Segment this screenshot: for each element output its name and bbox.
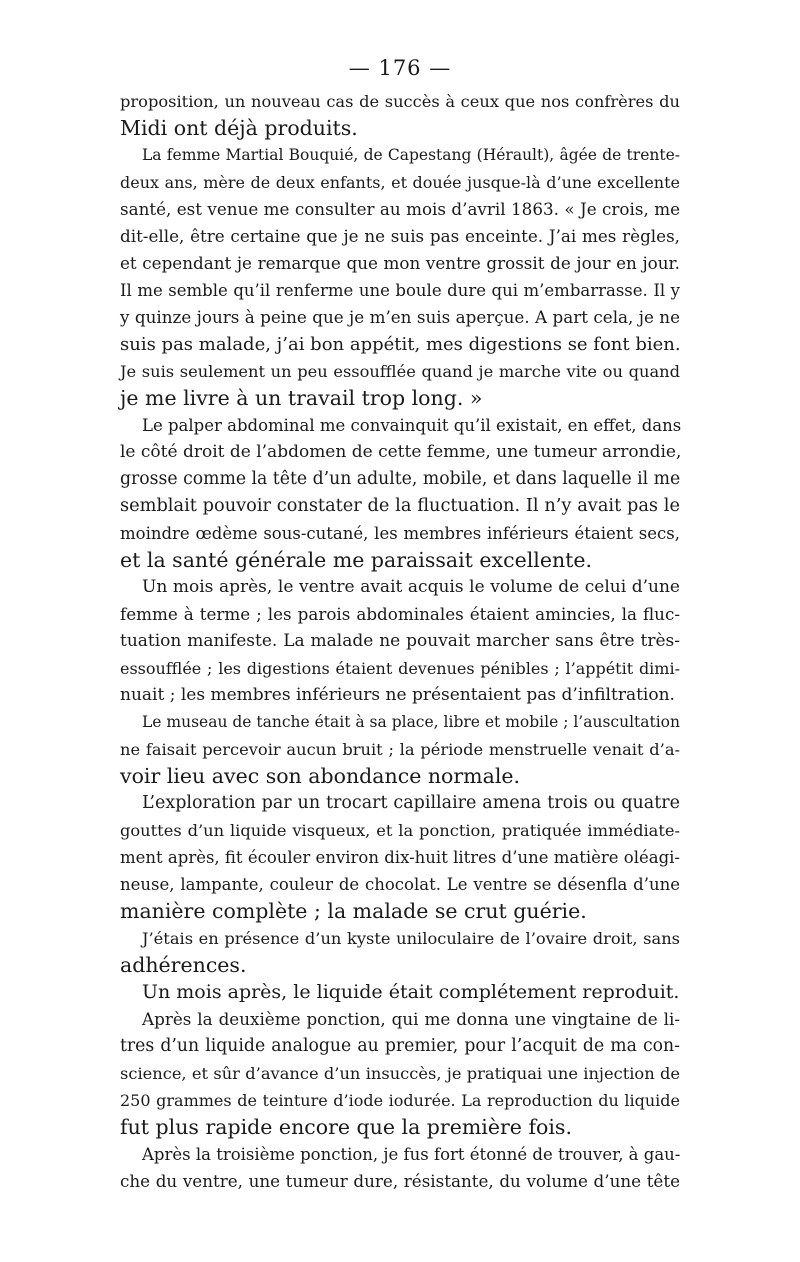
text-line: gouttes d’un liquide visqueux, et la ponction, pratiquée immédiate- [120,821,680,840]
text-line: La femme Martial Bouquié, de Capestang (Hérault), âgée de trente- [142,146,680,164]
text-line: et la santé générale me paraissait excellente. [120,548,593,572]
text-line: essoufflée ; les digestions étaient devenues pénibles ; l’appétit dimi- [120,659,680,678]
text-line: manière complète ; la malade se crut guérie. [120,899,587,923]
text-line: tuation manifeste. La malade ne pouvait marcher sans être très- [120,631,680,651]
text-line: y quinze jours à peine que je m’en suis aperçue. A part cela, je ne [120,307,680,327]
text-line: grosse comme la tête d’un adulte, mobile, et dans laquelle il me [120,469,681,489]
text-line: ment après, fit écouler environ dix-huit litres d’une matière oléagi- [120,848,680,867]
text-line: deux ans, mère de deux enfants, et douée jusque-là d’une excellente [120,173,680,192]
text-line: Un mois après, le ventre avait acquis le volume de celui d’une [142,577,680,597]
text-line: santé, est venue me consulter au mois d’avril 1863. « Je crois, me [120,199,680,219]
text-line: Après la deuxième ponction, qui me donna une vingtaine de li- [142,1009,680,1029]
text-line: je me livre à un travail trop long. » [120,386,483,410]
text-line: Un mois après, le liquide était complétement reproduit. [142,981,680,1003]
text-line: suis pas malade, j’ai bon appétit, mes digestions se font bien. [120,334,681,355]
text-line: Il me semble qu’il renferme une boule dure qui m’embarrasse. Il y [120,281,680,300]
text-line: nuait ; les membres inférieurs ne présentaient pas d’infiltration. [120,685,675,705]
text-line: Midi ont déjà produits. [120,116,358,140]
text-line: che du ventre, une tumeur dure, résistante, du volume d’une tête [120,1171,680,1191]
text-line: dit-elle, être certaine que je ne suis pas enceinte. J’ai mes règles, [120,226,680,246]
text-line: proposition, un nouveau cas de succès à ceux que nos confrères du [120,92,680,111]
text-line: Après la troisième ponction, je fus fort étonné de trouver, à gau- [142,1145,681,1164]
text-line: ne faisait percevoir aucun bruit ; la période menstruelle venait d’a- [120,740,680,759]
text-line: J’étais en présence d’un kyste uniloculaire de l’ovaire droit, sans [142,929,680,948]
text-line: moindre œdème sous-cutané, les membres inférieurs étaient secs, [120,524,680,543]
text-line: semblait pouvoir constater de la fluctuation. Il n’y avait pas le [120,496,680,516]
page-number: — 176 — [348,56,452,80]
text-line: Je suis seulement un peu essoufflée quand je marche vite ou quand [120,362,680,381]
text-line: neuse, lampante, couleur de chocolat. Le ventre se désenfla d’une [120,875,680,894]
body-text [120,88,680,1195]
text-line: tres d’un liquide analogue au premier, pour l’acquit de ma con- [120,1036,680,1056]
text-line: et cependant je remarque que mon ventre grossit de jour en jour. [120,253,680,273]
text-line: L’exploration par un trocart capillaire amena trois ou quatre [142,793,680,813]
text-line: fut plus rapide encore que la première fois. [120,1115,572,1139]
text-line: le côté droit de l’abdomen de cette femme, une tumeur arrondie, [120,442,682,462]
text-line: 250 grammes de teinture d’iode iodurée. La reproduction du liquide [120,1091,680,1110]
text-line: femme à terme ; les parois abdominales étaient amincies, la fluc- [120,604,680,624]
text-line: Le museau de tanche était à sa place, libre et mobile ; l’auscultation [142,713,680,731]
text-line: adhérences. [120,953,247,977]
text-line: voir lieu avec son abondance normale. [120,764,521,788]
text-line: Le palper abdominal me convainquit qu’il existait, en effet, dans [142,416,682,435]
text-line: science, et sûr d’avance d’un insuccès, je pratiquai une injection de [120,1064,680,1083]
